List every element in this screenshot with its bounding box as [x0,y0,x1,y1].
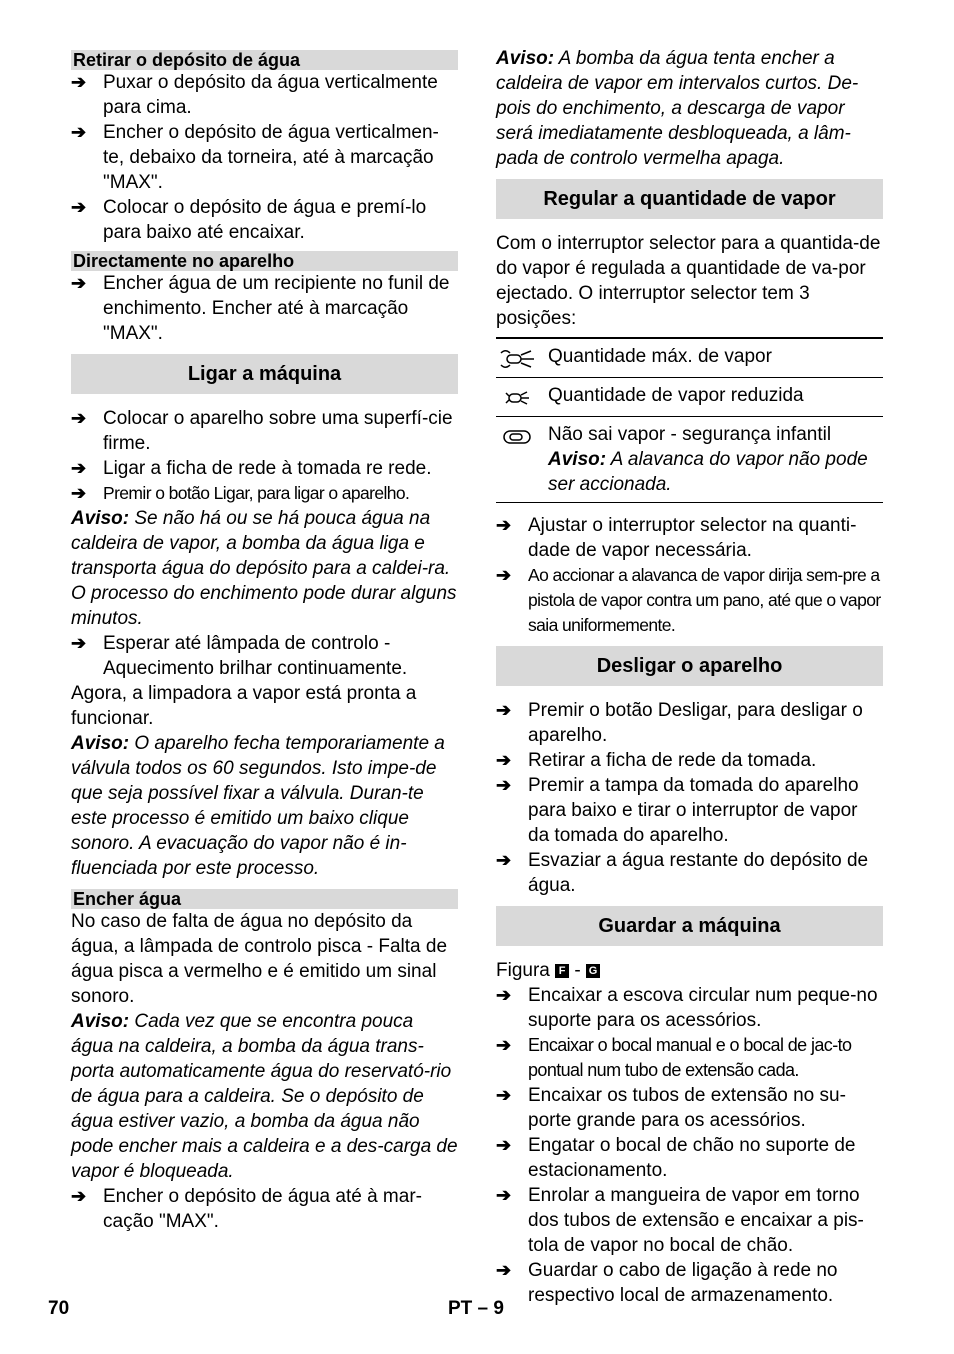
body-paragraph: Agora, a limpadora a vapor está pronta a funcionar. [71,683,417,729]
table-cell-text: Não sai vapor - segurança infantil Aviso: A alavanca do vapor não pode ser accionada. [548,417,883,503]
figure-reference: Figura F - G [496,958,883,983]
arrow-right-icon: ➔ [496,850,512,870]
arrow-right-icon: ➔ [71,72,87,92]
steam-reduced-icon [498,385,536,411]
right-column [496,46,883,1308]
list-item: ➔ Puxar o depósito da água verticalmente para cima. [71,72,438,118]
list-item: ➔ Guardar o cabo de ligação à rede no respectivo local de armazenamento. [496,1260,838,1306]
list-item: ➔ Engatar o bocal de chão no suporte de estacionamento. [496,1135,856,1181]
arrow-right-icon: ➔ [71,122,87,142]
arrow-right-icon: ➔ [496,1135,512,1155]
list-item: ➔ Esperar até lâmpada de controlo - Aquecimento brilhar continuamente. [71,633,408,679]
arrow-right-icon: ➔ [496,1185,512,1205]
table-cell-text: Quantidade de vapor reduzida [548,378,883,417]
table-cell-icon [496,338,548,378]
section-heading-switch-on: Ligar a máquina [71,354,458,394]
section-heading-regulate-steam: Regular a quantidade de vapor [496,179,883,219]
list-item: ➔ Ligar a ficha de rede à tomada re rede. [71,458,432,479]
section-reference: PT – 9 [448,1298,504,1319]
arrow-right-icon: ➔ [496,1260,512,1280]
steam-settings-table [496,337,883,503]
list-item: ➔ Ao accionar a alavanca de vapor dirija sem-pre a pistola de vapor contra um pano, até que o vapor saia uniformemente. [496,563,883,638]
subheading-direct-fill: Directamente no aparelho [71,251,458,271]
list-item: ➔ Ajustar o interruptor selector na quanti-dade de vapor necessária. [496,515,857,561]
list-item: ➔ Encher o depósito de água até à mar-cação "MAX". [71,1186,422,1232]
table-row [496,338,883,378]
body-paragraph: No caso de falta de água no depósito da água, a lâmpada de controlo pisca - Falta de água pisca a vermelho e é emitido um sinal sonoro. [71,911,448,1007]
note-label: Aviso: [496,48,555,69]
table-row [496,378,883,417]
table-cell-text: Quantidade máx. de vapor [548,338,883,378]
arrow-right-icon: ➔ [71,458,87,478]
arrow-right-icon: ➔ [496,775,512,795]
list-item: ➔ Encaixar os tubos de extensão no su-porte grande para os acessórios. [496,1085,846,1131]
note-paragraph: Aviso: Se não há ou se há pouca água na caldeira de vapor, a bomba da água liga e transporta água do depósito para a caldei-ra. O processo do enchimento pode durar alguns minutos. [71,508,457,629]
note-paragraph: Aviso: O aparelho fecha temporariamente a válvula todos os 60 segundos. Isto impe-de que seja possível fixar a válvula. Duran-te este processo é emitido um baixo clique sonoro. A evacuação do vapor não é in-fluenciada por este processo. [71,733,445,879]
steam-max-icon [498,346,536,372]
arrow-right-icon: ➔ [71,197,87,217]
arrow-right-icon: ➔ [496,985,512,1005]
list-item: ➔ Esvaziar a água restante do depósito de água. [496,850,869,896]
section-heading-switch-off: Desligar o aparelho [496,646,883,686]
arrow-right-icon: ➔ [496,565,512,585]
arrow-right-icon: ➔ [71,633,87,653]
figure-label-box: F [555,964,569,978]
list-item: ➔ Encaixar o bocal manual e o bocal de jac-to pontual num tubo de extensão cada. [496,1033,883,1083]
body-paragraph: Com o interruptor selector para a quantida-de do vapor é regulada a quantidade de va-por ejectado. O interruptor selector tem 3 posições: [496,233,881,329]
list-item: ➔ Enrolar a mangueira de vapor em torno dos tubos de extensão e encaixar a pis-tola de vapor no bocal de chão. [496,1185,864,1256]
list-item: ➔ Premir o botão Desligar, para desligar o aparelho. [496,700,863,746]
section-heading-storage: Guardar a máquina [496,906,883,946]
page-number: 70 [48,1298,70,1319]
arrow-right-icon: ➔ [496,1085,512,1105]
left-column [71,46,458,1234]
arrow-right-icon: ➔ [71,1186,87,1206]
subheading-remove-tank: Retirar o depósito de água [71,50,458,70]
list-item: ➔ Premir o botão Ligar, para ligar o aparelho. [71,481,458,506]
arrow-right-icon: ➔ [496,750,512,770]
arrow-right-icon: ➔ [496,1035,512,1055]
list-item: ➔ Colocar o aparelho sobre uma superfí-cie firme. [71,408,453,454]
subheading-fill-water: Encher água [71,889,458,909]
note-label: Aviso: [71,508,130,529]
arrow-right-icon: ➔ [71,273,87,293]
table-cell-icon [496,417,548,503]
arrow-right-icon: ➔ [71,408,87,428]
list-item: ➔ Encher o depósito de água verticalmen-te, debaixo da torneira, até à marcação "MAX". [71,122,439,193]
list-item: ➔ Encher água de um recipiente no funil de enchimento. Encher até à marcação "MAX". [71,273,450,344]
list-item: ➔ Premir a tampa da tomada do aparelho para baixo e tirar o interruptor de vapor da tomada do aparelho. [496,775,859,846]
note-label: Aviso: [71,1011,130,1032]
list-item: ➔ Retirar a ficha de rede da tomada. [496,750,817,771]
note-paragraph: Aviso: A bomba da água tenta encher a caldeira de vapor em intervalos curtos. De-pois do enchimento, a descarga de vapor será imediatamente desbloqueada, a lâm-pada de controlo vermelha apaga. [496,48,859,169]
list-item: ➔ Colocar o depósito de água e premí-lo para baixo até encaixar. [71,197,427,243]
figure-label-box: G [586,964,600,978]
table-row [496,417,883,503]
arrow-right-icon: ➔ [496,700,512,720]
note-label: Aviso: [71,733,130,754]
note-paragraph: Aviso: Cada vez que se encontra pouca água na caldeira, a bomba da água trans-porta automaticamente água do reservató-rio de água para a caldeira. Se o depósito de água estiver vazio, a bomba da água não pode encher mais a caldeira e a des-carga de vapor é bloqueada. [71,1011,458,1182]
list-item: ➔ Encaixar a escova circular num peque-no suporte para os acessórios. [496,985,878,1031]
note-label: Aviso: [548,449,607,470]
arrow-right-icon: ➔ [496,515,512,535]
arrow-right-icon: ➔ [71,483,87,503]
table-cell-icon [496,378,548,417]
steam-off-icon [498,424,536,450]
